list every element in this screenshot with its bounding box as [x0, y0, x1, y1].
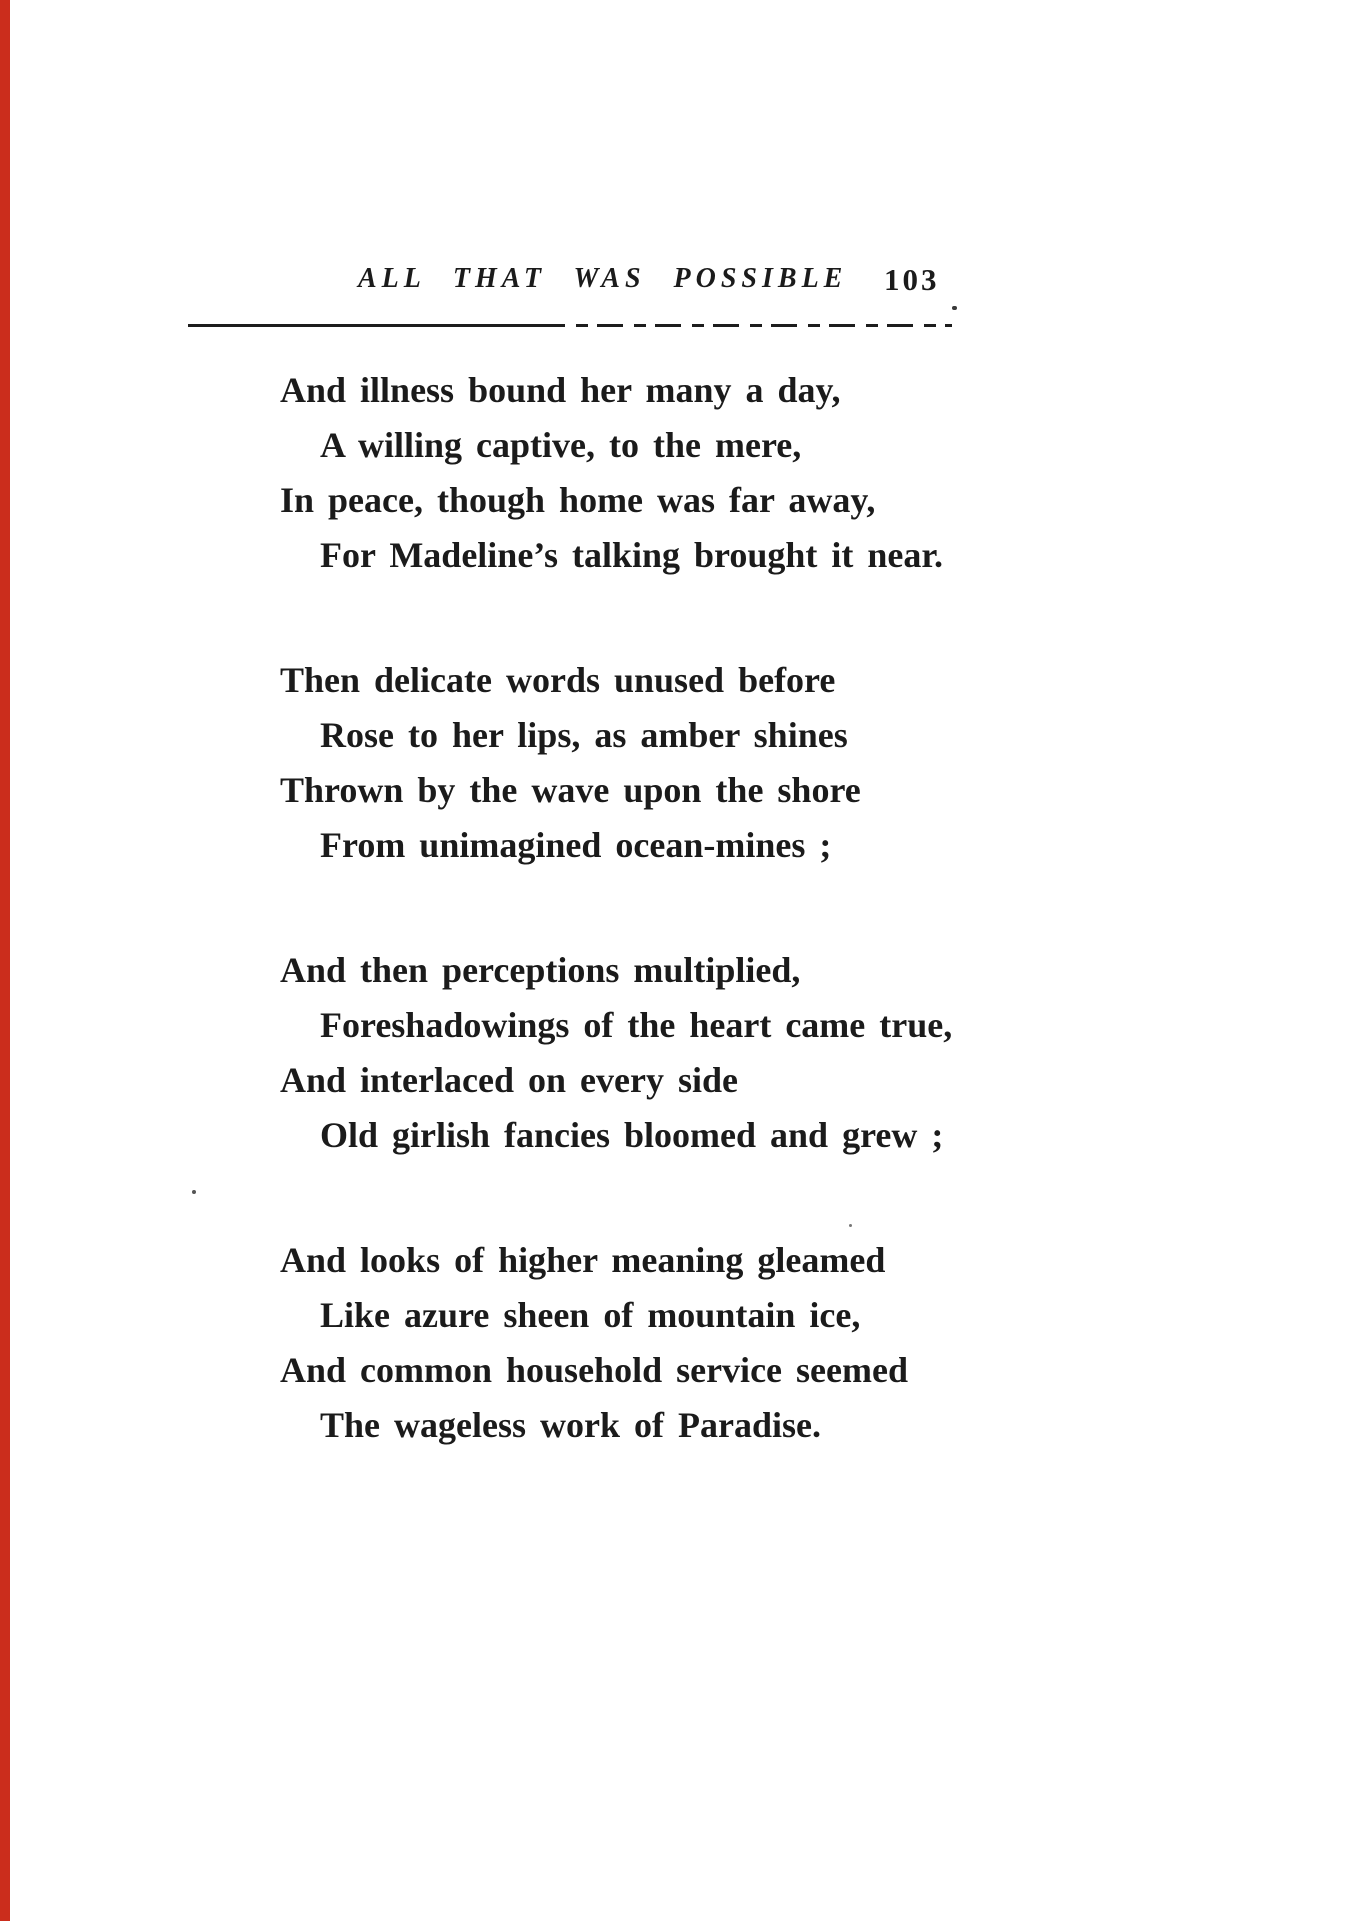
poem-line: And then perceptions multiplied, — [280, 950, 801, 990]
poem-line: And interlaced on every side — [280, 1060, 738, 1100]
header-rule-solid — [188, 324, 539, 327]
poem-line: In peace, though home was far away, — [280, 480, 876, 520]
poem-line: A willing captive, to the mere, — [320, 425, 802, 465]
poem-line: For Madeline’s talking brought it near. — [320, 535, 944, 575]
poem-line: And common household service seemed — [280, 1350, 908, 1390]
page-number: 103 — [884, 262, 940, 297]
stanza-1 — [280, 363, 952, 583]
stanza-3 — [280, 943, 952, 1163]
poem-line: Rose to her lips, as amber shines — [320, 715, 848, 755]
poem-line: And illness bound her many a day, — [280, 370, 841, 410]
stanza-2 — [280, 653, 952, 873]
poem-line: From unimagined ocean-mines ; — [320, 825, 832, 865]
ink-speck — [849, 1224, 852, 1227]
header-rule — [188, 324, 952, 327]
poem-line: The wageless work of Paradise. — [320, 1405, 821, 1445]
poem-line: Foreshadowings of the heart came true, — [320, 1005, 953, 1045]
stanza-4 — [280, 1233, 952, 1453]
poem-line: Like azure sheen of mountain ice, — [320, 1295, 861, 1335]
ink-speck — [952, 306, 957, 310]
header-rule-dashed — [539, 324, 952, 327]
poem-line: Old girlish fancies bloomed and grew ; — [320, 1115, 944, 1155]
poem-body — [280, 363, 952, 1523]
poem-line: Then delicate words unused before — [280, 660, 836, 700]
scan-edge-artifact — [0, 0, 10, 1921]
poem-line: Thrown by the wave upon the shore — [280, 770, 861, 810]
poem-line: And looks of higher meaning gleamed — [280, 1240, 886, 1280]
running-head-title: ALL THAT WAS POSSIBLE — [358, 263, 848, 294]
ink-speck — [192, 1190, 196, 1194]
